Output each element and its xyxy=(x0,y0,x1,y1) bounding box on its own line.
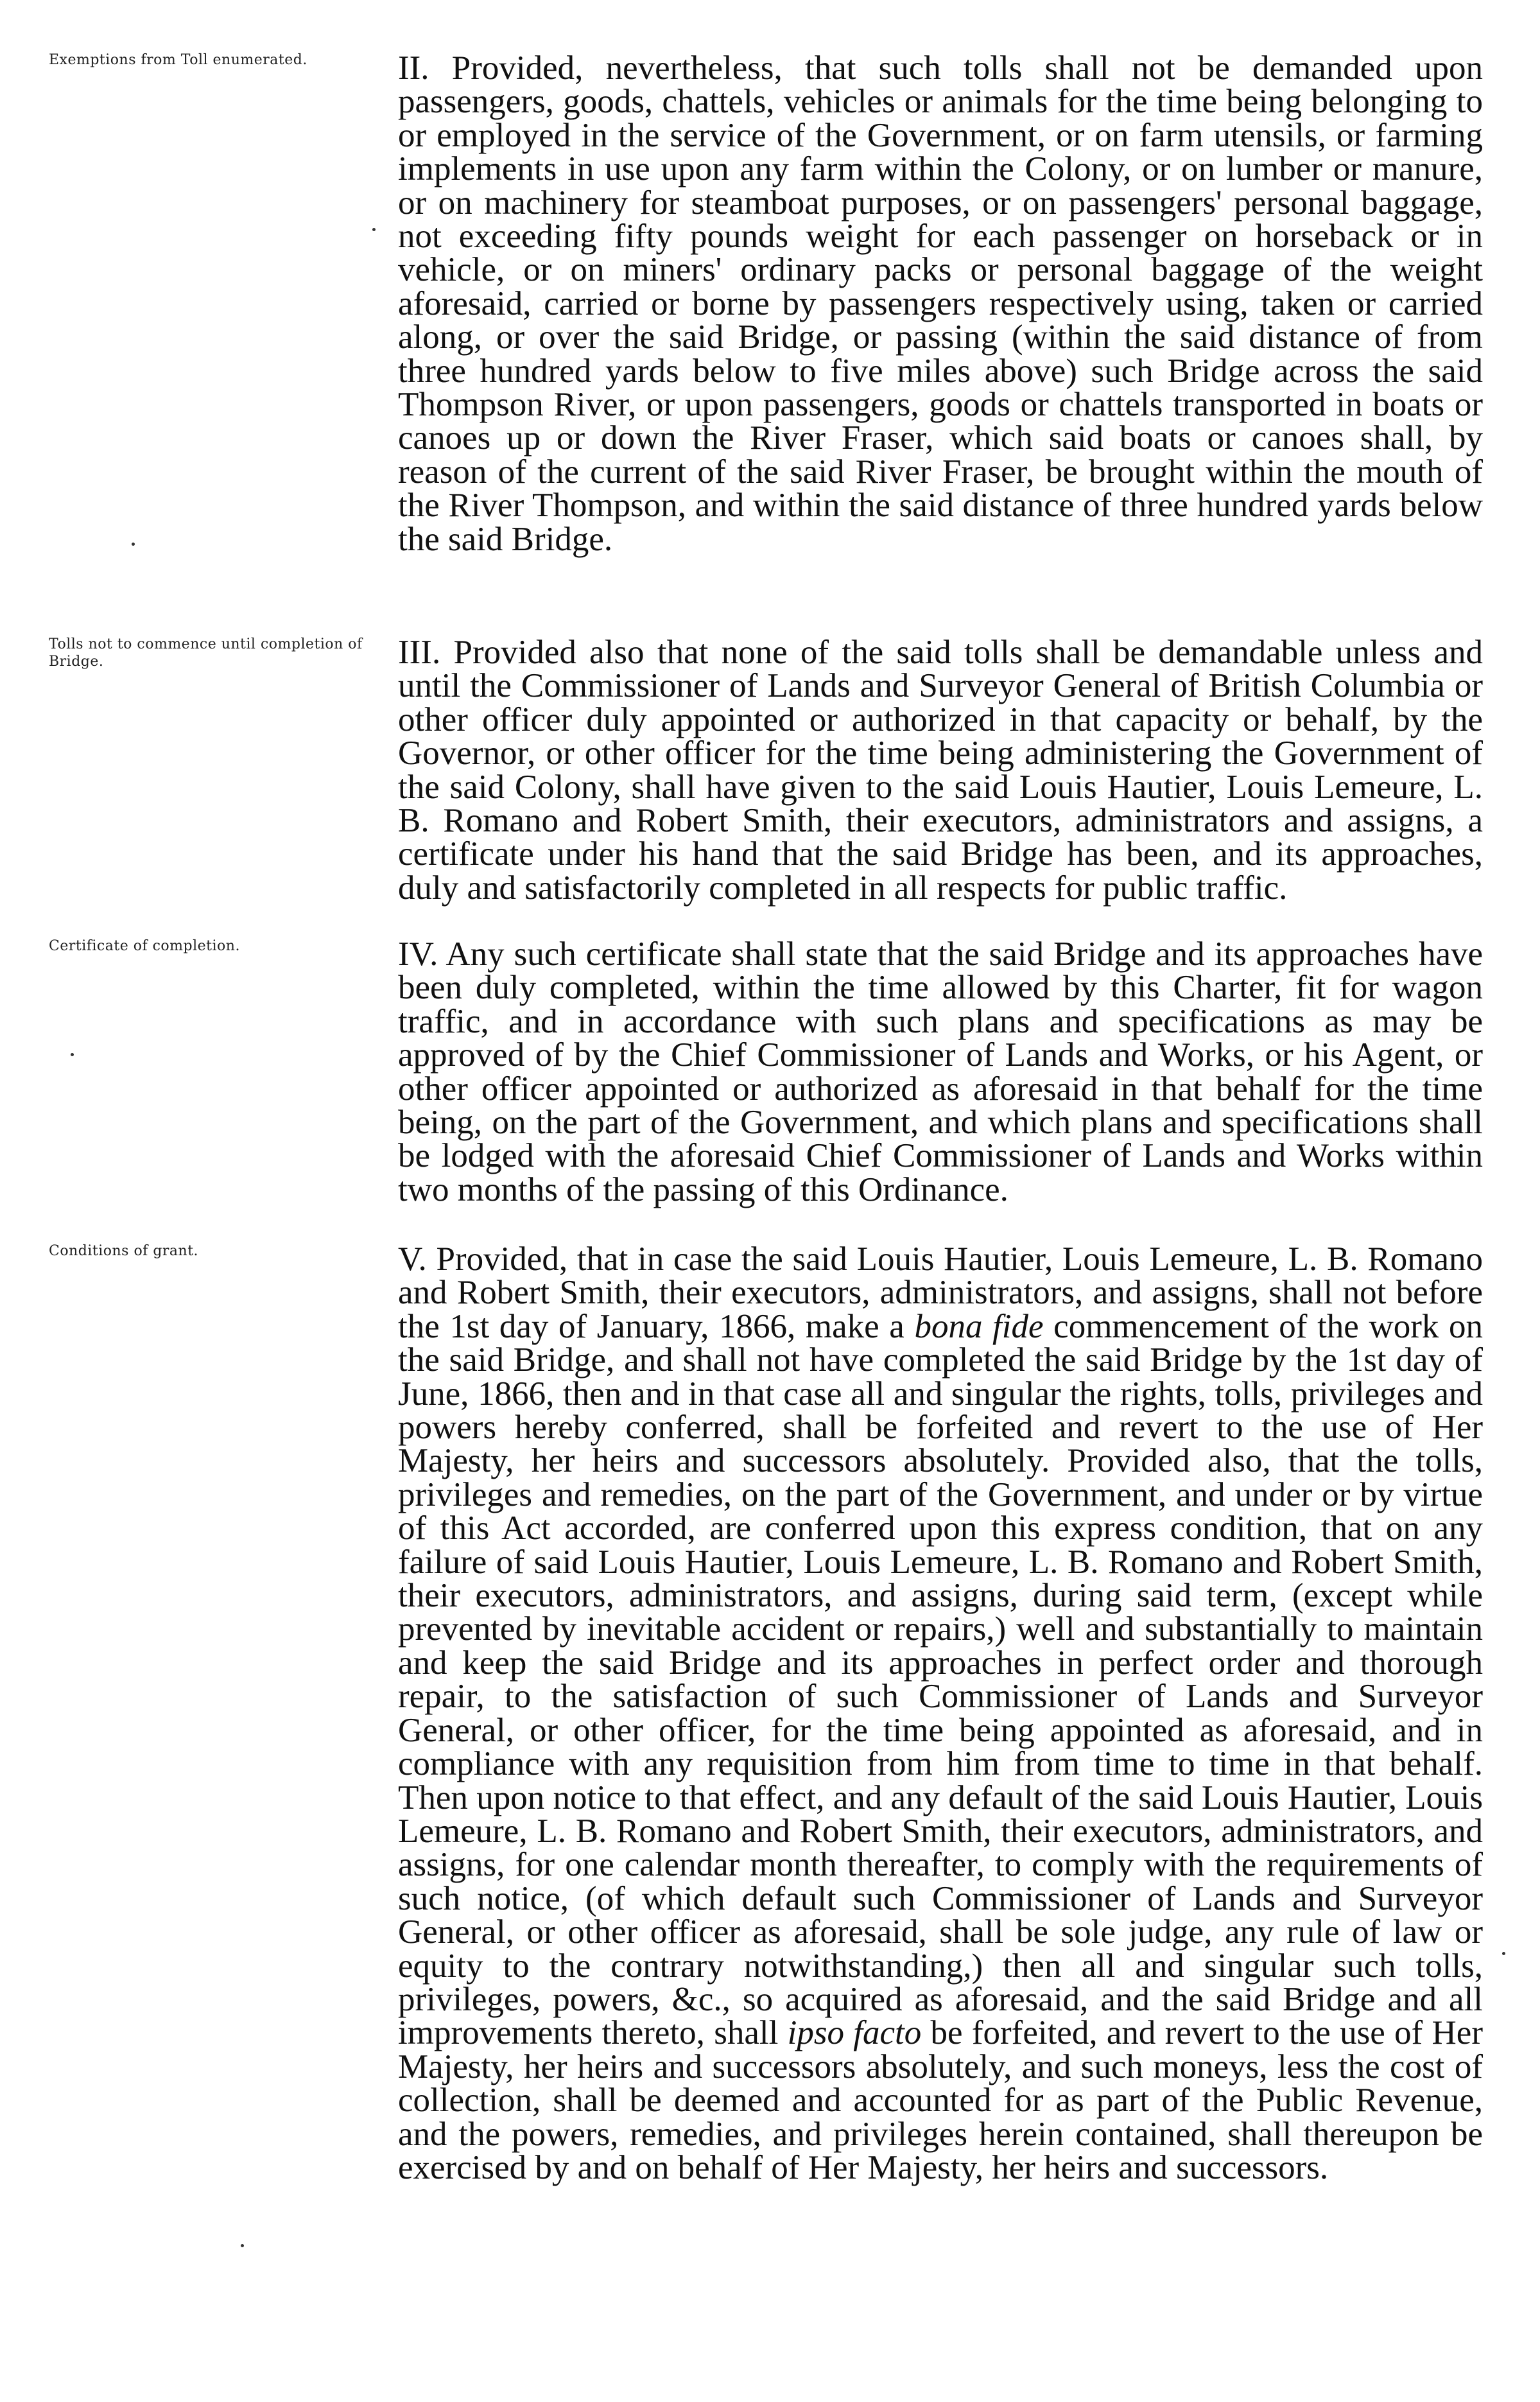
ink-speck xyxy=(372,228,376,231)
section-text-part: commencement of the work on the said Bridge, and shall not have completed the said Bridge by the 1st day of June, 1866, then and in that case all and singular the rights, tolls, privileges and powers hereby conferred, shall be forfeited and revert to the use of Her Majesty, her heirs and successors absolutely. Provided also, that the tolls, privileges and remedies, on the part of the Government, and under or by virtue of this Act accorded, are conferred upon this express condition, that on any failure of said Louis Hautier, Louis Lemeure, L. B. Romano and Robert Smith, their executors, administrators, and assigns, during said term, (except while prevented by inevitable accident or repairs,) well and substantially to maintain and keep the said Bridge and its approaches in perfect order and thorough repair, to the satisfaction of such Commissioner of Lands and Surveyor General, or other officer, for the time being appointed as aforesaid, and in compliance with any requisition from him from time to time in that behalf. Then upon notice to that effect, and any default of the said Louis Hautier, Louis Lemeure, L. B. Romano and Robert Smith, their executors, administrators, and assigns, for one calendar month thereafter, to comply with the requirements of such notice, (of which default such Commissioner of Lands and Surveyor General, or other officer as aforesaid, shall be sole judge, any rule of law or equity to the contrary notwithstanding,) then all and singular such tolls, privileges, powers, &c., so acquired as aforesaid, and the said Bridge and all improvements thereto, shall xyxy=(398,1307,1484,2052)
section-text-part: be forfeited, and revert to the use of Her Majesty, her heirs and successors absolutely, and such moneys, less the cost of collection, shall be deemed and accounted for as part of the Public Revenue, and the powers, remedies, and privileges herein contained, shall thereupon be exercised by and on behalf of Her Majesty, her heirs and successors. xyxy=(398,2014,1483,2186)
ink-speck xyxy=(71,1053,74,1056)
ink-speck xyxy=(1502,1952,1505,1955)
margin-note: Conditions of grant. xyxy=(49,1243,199,1259)
section-text: IV. Any such certificate shall state that the said Bridge and its approaches have been duly completed, within the time allowed by this Charter, fit for wagon traffic, and in accordance with such plans and specifications as may be approved of by the Chief Commissioner of Lands and Works, or his Agent, or other officer appointed or authorized as aforesaid in that behalf for the time being, on the part of the Government, and which plans and specifications shall be lodged with the aforesaid Chief Commissioner of Lands and Works within two months of the passing of this Ordinance. xyxy=(398,936,1483,1208)
italic-phrase: ipso facto xyxy=(787,2014,922,2052)
margin-note: Certificate of completion. xyxy=(49,938,240,954)
section-text: III. Provided also that none of the said tolls shall be demandable unless and until the Commissioner of Lands and Surveyor General of British Columbia or other officer duly appointed or authorized in that capacity or behalf, by the Governor, or other officer for the time being administering the Government of the said Colony, shall have given to the said Louis Hautier, Louis Lemeure, L. B. Romano and Robert Smith, their executors, administrators and assigns, a certificate under his hand that the said Bridge has been, and its approaches, duly and satisfactorily completed in all respects for public traffic. xyxy=(398,634,1483,907)
italic-phrase: bona fide xyxy=(914,1307,1044,1345)
ink-speck xyxy=(241,2244,244,2247)
margin-note: Exemptions from Toll enumerated. xyxy=(49,52,307,68)
ink-speck xyxy=(132,543,135,546)
section-text xyxy=(398,1242,1483,2184)
margin-note: Tolls not to commence until completion of Bridge. xyxy=(49,636,363,670)
section-text-part: V. Provided, that in case the said Louis Hautier, Louis Lemeure, L. B. Romano and Robert Smith, their executors, administrators, and assigns, shall not before the 1st day of January, 1866, make a xyxy=(398,1240,1483,1345)
section-text: II. Provided, nevertheless, that such tolls shall not be demanded upon passengers, goods, chattels, vehicles or animals for the time being belonging to or employed in the service of the Government, or on farm utensils, or farming implements in use upon any farm within the Colony, or on lumber or manure, or on machinery for steamboat purposes, or on passengers' personal baggage, not exceeding fifty pounds weight for each passenger on horseback or in vehicle, or on miners' ordinary packs or personal baggage of the weight aforesaid, carried or borne by passengers respectively using, taken or carried along, or over the said Bridge, or passing (within the said distance of from three hundred yards below to five miles above) such Bridge across the said Thompson River, or upon passengers, goods or chattels transported in boats or canoes up or down the River Fraser, which said boats or canoes shall, by reason of the current of the said River Fraser, be brought within the mouth of the River Thompson, and within the said distance of three hundred yards below the said Bridge. xyxy=(398,49,1483,558)
